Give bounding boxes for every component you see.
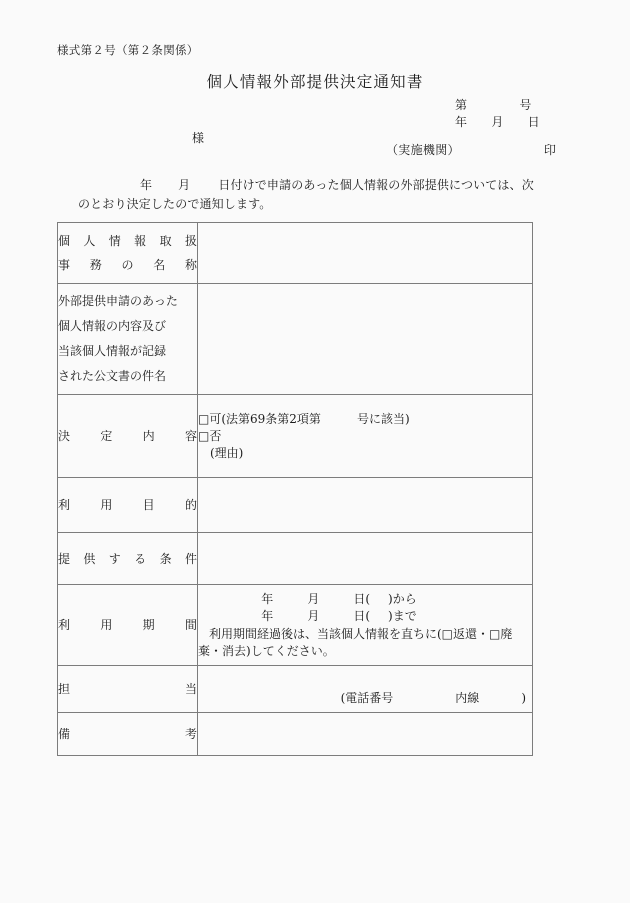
label-line: 利 用 期 間 (58, 618, 197, 632)
document-number-prefix: 第 (455, 98, 468, 112)
seal-mark: 印 (543, 143, 557, 157)
document-number-field (455, 96, 532, 113)
label-line: された公文書の件名 (58, 369, 167, 383)
period-start-line[interactable]: 年 月 日( )から (261, 591, 417, 606)
row-value-teikyo-joken[interactable] (198, 533, 533, 585)
table-row (58, 666, 533, 713)
row-value-riyo-kikan[interactable] (198, 585, 533, 666)
table-row (58, 478, 533, 533)
table-row (58, 223, 533, 284)
row-label-tanto (58, 666, 198, 713)
table-row (58, 585, 533, 666)
table-row (58, 284, 533, 395)
row-label-riyo-mokuteki (58, 478, 198, 533)
label-line: 事 務 の 名 称 (58, 258, 197, 272)
addressee-honorific: 様 (192, 131, 205, 145)
row-label-jimu-meisho (58, 223, 198, 284)
table-row (58, 395, 533, 478)
intro-year-label: 年 (140, 178, 153, 192)
intro-text-line1: 日付けで申請のあった個人情報の外部提供については、次のとお (78, 178, 534, 211)
row-label-naiyo-kenmei (58, 284, 198, 395)
intro-text-line2: り決定したので通知します。 (114, 197, 272, 211)
row-label-kettei-naiyo (58, 395, 198, 478)
date-month-label: 月 (491, 115, 504, 129)
row-label-biko (58, 713, 198, 756)
decision-option-deny[interactable]: □否 (198, 428, 222, 443)
issuing-authority-label: （実施機関） (386, 143, 460, 157)
row-value-kettei-naiyo[interactable] (198, 395, 533, 478)
table-row (58, 533, 533, 585)
label-line: 提 供 す る 条 件 (58, 551, 197, 566)
document-date-field (455, 113, 540, 130)
notification-form-table (57, 222, 533, 756)
decision-option-approve[interactable]: □可(法第69条第2項第 号に該当) (198, 411, 410, 426)
intro-month-label: 月 (178, 178, 191, 192)
period-end-line[interactable]: 年 月 日( )まで (261, 608, 417, 623)
row-value-riyo-mokuteki[interactable] (198, 478, 533, 533)
label-line: 担 当 (58, 682, 197, 696)
label-line: 個人情報の内容及び (58, 319, 167, 333)
form-number: 様式第２号（第２条関係） (57, 43, 199, 57)
row-label-teikyo-joken (58, 533, 198, 585)
label-line: 当該個人情報が記録 (58, 344, 167, 358)
issuing-authority-field (386, 141, 556, 158)
decision-reason-label: (理由) (210, 445, 244, 460)
row-value-naiyo-kenmei[interactable] (198, 284, 533, 395)
page-title: 個人情報外部提供決定通知書 (206, 73, 424, 91)
label-line: 外部提供申請のあった (58, 294, 178, 308)
intro-paragraph (78, 176, 536, 214)
row-value-biko[interactable] (198, 713, 533, 756)
label-line: 決 定 内 容 (58, 429, 197, 443)
date-day-label: 日 (527, 115, 540, 129)
date-year-label: 年 (455, 115, 468, 129)
table-row (58, 713, 533, 756)
period-disposal-note: 利用期間経過後は、当該個人情報を直ちに(□返還・□廃棄・消去)してください。 (198, 626, 513, 658)
row-value-tanto[interactable] (198, 666, 533, 713)
row-label-riyo-kikan (58, 585, 198, 666)
document-number-suffix: 号 (519, 98, 532, 112)
label-line: 備 考 (58, 727, 197, 741)
label-line: 個 人 情 報 取 扱 (58, 234, 197, 248)
phone-number-line[interactable]: (電話番号 内線 ) (340, 690, 526, 705)
label-line: 利 用 目 的 (58, 498, 197, 512)
row-value-jimu-meisho[interactable] (198, 223, 533, 284)
